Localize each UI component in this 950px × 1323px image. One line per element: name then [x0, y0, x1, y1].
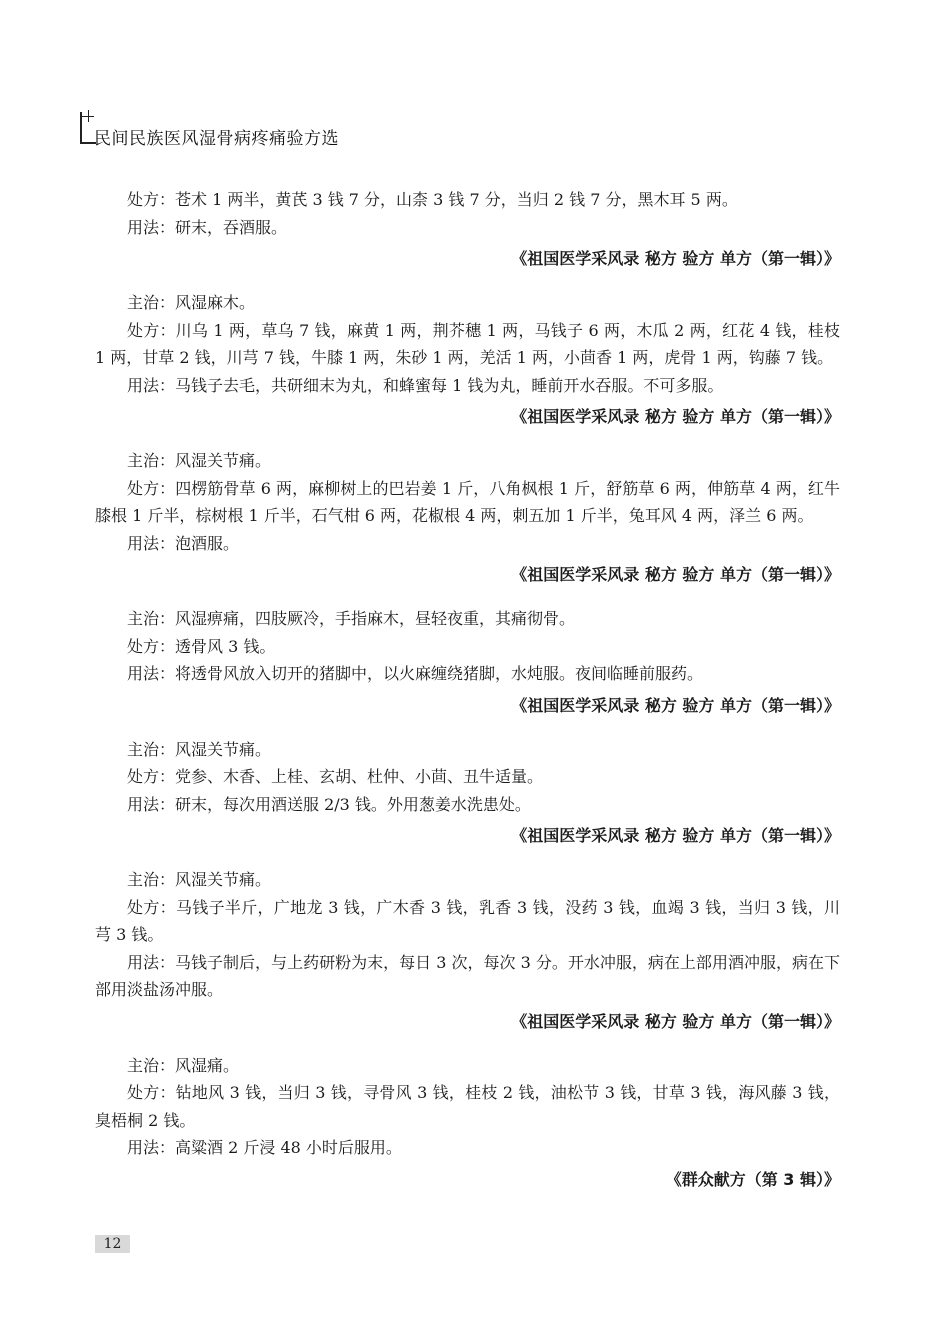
entry-line: 主治：风湿关节痛。	[127, 739, 272, 759]
entry-line: 用法：研末，每次用酒送服 2/3 钱。外用葱姜水洗患处。	[127, 794, 531, 814]
prescription-entry	[95, 866, 840, 1037]
entry-line: 主治：风湿关节痛。	[127, 451, 272, 470]
entry-line: 处方：四楞筋骨草 6 两，麻柳树上的巴岩姜 1 斤，八角枫根 1 斤，舒筋草 6 两，伸筋草 4 两，红牛膝根 1 斤半，棕树根 1 斤半，石气柑 6 两，花椒根 4 两，刺五加 1 斤半，兔耳风 4 两，泽兰 6 两。	[95, 478, 840, 525]
page-body	[95, 186, 840, 1210]
running-header-title: 民间民族医风湿骨病疼痛验方选	[94, 129, 339, 149]
page-number: 12	[95, 1235, 130, 1253]
entry-line: 用法：将透骨风放入切开的猪脚中，以火麻缠绕猪脚，水炖服。夜间临睡前服药。	[127, 664, 704, 683]
source-citation: 《群众献方（第 3 辑）》	[665, 1169, 840, 1189]
prescription-entry	[95, 289, 840, 432]
entry-line: 用法：研末，吞酒服。	[127, 217, 288, 237]
entry-line: 处方：党参、木香、上桂、玄胡、杜仲、小茴、丑牛适量。	[127, 767, 544, 786]
entry-line: 处方：苍术 1 两半，黄芪 3 钱 7 分，山柰 3 钱 7 分，当归 2 钱 7 分，黑木耳 5 两。	[127, 190, 738, 209]
source-citation: 《祖国医学采风录 秘方 验方 单方（第一辑）》	[511, 695, 840, 715]
entry-line: 用法：马钱子制后，与上药研粉为末，每日 3 次，每次 3 分。开水冲服，病在上部用酒冲服，病在下部用淡盐汤冲服。	[95, 952, 840, 999]
prescription-entry	[95, 1052, 840, 1195]
source-citation: 《祖国医学采风录 秘方 验方 单方（第一辑）》	[511, 249, 840, 268]
entry-line: 主治：风湿痛。	[127, 1055, 240, 1075]
entry-line: 处方：透骨风 3 钱。	[127, 636, 276, 656]
entry-line: 用法：马钱子去毛，共研细末为丸，和蜂蜜每 1 钱为丸，睡前开水吞服。不可多服。	[127, 375, 724, 395]
prescription-entry	[95, 605, 840, 721]
entry-line: 处方：马钱子半斤，广地龙 3 钱，广木香 3 钱，乳香 3 钱，没药 3 钱，血竭 3 钱，当归 3 钱，川芎 3 钱。	[95, 897, 840, 944]
source-citation: 《祖国医学采风录 秘方 验方 单方（第一辑）》	[511, 565, 840, 584]
entry-line: 主治：风湿麻木。	[127, 293, 256, 312]
source-citation: 《祖国医学采风录 秘方 验方 单方（第一辑）》	[511, 826, 840, 845]
entry-line: 主治：风湿关节痛。	[127, 870, 272, 889]
source-citation: 《祖国医学采风录 秘方 验方 单方（第一辑）》	[511, 1011, 840, 1031]
prescription-entry	[95, 186, 840, 274]
source-citation: 《祖国医学采风录 秘方 验方 单方（第一辑）》	[511, 407, 840, 426]
entry-line: 用法：泡酒服。	[127, 533, 240, 553]
prescription-entry	[95, 447, 840, 590]
entry-line: 主治：风湿痹痛，四肢厥冷，手指麻木，昼轻夜重，其痛彻骨。	[127, 609, 576, 628]
prescription-entry	[95, 736, 840, 852]
entry-line: 处方：钻地风 3 钱，当归 3 钱，寻骨风 3 钱，桂枝 2 钱，油松节 3 钱，甘草 3 钱，海风藤 3 钱，臭梧桐 2 钱。	[95, 1083, 840, 1130]
entry-line: 处方：川乌 1 两，草乌 7 钱，麻黄 1 两，荆芥穗 1 两，马钱子 6 两，木瓜 2 两，红花 4 钱，桂枝 1 两，甘草 2 钱，川芎 7 钱，牛膝 1 两，朱砂 1 两，羌活 1 两，小茴香 1 两，虎骨 1 两，钩藤 7 钱。	[95, 320, 840, 367]
entry-line: 用法：高粱酒 2 斤浸 48 小时后服用。	[127, 1138, 402, 1157]
